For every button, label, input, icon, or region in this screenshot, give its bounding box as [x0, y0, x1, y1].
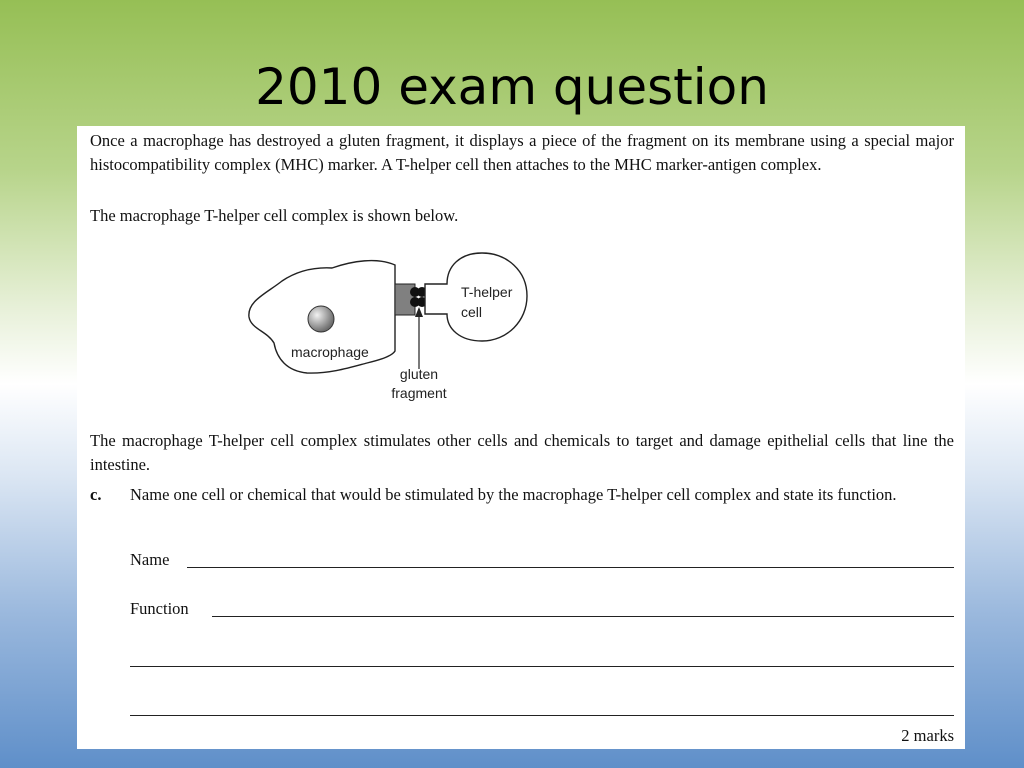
gluten-label-line2: fragment	[391, 385, 447, 401]
intro-paragraph: Once a macrophage has destroyed a gluten fragment, it displays a piece of the fragment on its membrane using a special major histocompatibility complex (MHC) marker. A T-helper cell then attaches to the MHC marker-antigen complex.	[90, 131, 954, 174]
extra-answer-line-1[interactable]	[130, 666, 954, 667]
function-answer-line[interactable]	[212, 616, 954, 617]
t-helper-label-line1: T-helper	[461, 284, 513, 300]
exam-question-sheet	[77, 126, 965, 749]
macrophage-t-helper-diagram	[242, 251, 542, 411]
question-text: Name one cell or chemical that would be stimulated by the macrophage T-helper cell complex and state its function.	[130, 485, 897, 504]
function-label: Function	[130, 599, 189, 618]
context-paragraph: The macrophage T-helper cell complex stimulates other cells and chemicals to target and damage epithelial cells that line the intestine.	[90, 431, 954, 474]
macrophage-label: macrophage	[291, 344, 369, 360]
slide-title: 2010 exam question	[255, 58, 769, 116]
arrow-head-icon	[415, 307, 423, 317]
t-helper-label-line2: cell	[461, 304, 483, 320]
name-answer-line[interactable]	[187, 567, 954, 568]
question-letter: c.	[90, 485, 102, 504]
macrophage-nucleus	[308, 306, 334, 332]
diagram-caption: The macrophage T-helper cell complex is shown below.	[90, 206, 459, 225]
marks-label: 2 marks	[901, 726, 954, 745]
name-label: Name	[130, 550, 170, 569]
extra-answer-line-2[interactable]	[130, 715, 954, 716]
gluten-label-line1: gluten	[399, 366, 439, 382]
